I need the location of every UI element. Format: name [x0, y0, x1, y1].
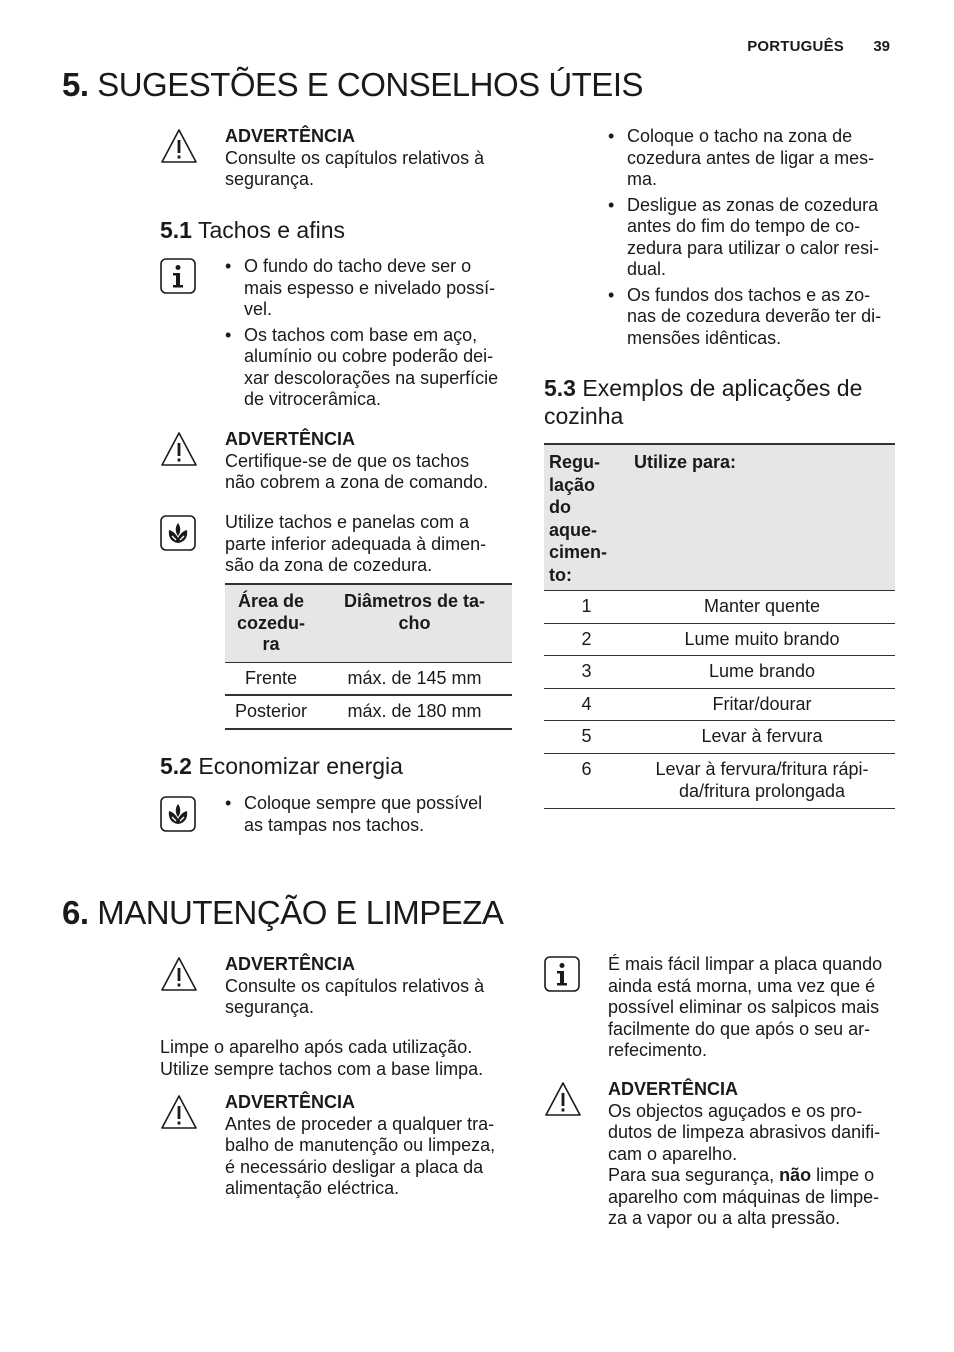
info-bullets	[225, 256, 515, 415]
table-header: Regu- lação do aque- cimen- to:	[544, 445, 629, 591]
table-cell: 6	[544, 753, 629, 808]
subsection-title: cozinha	[544, 403, 624, 429]
warning-line: Certifique-se de que os tachos	[225, 450, 470, 471]
eco-leaf-icon	[160, 796, 198, 834]
warning-title: ADVERTÊNCIA	[225, 954, 356, 974]
warning-title: ADVERTÊNCIA	[225, 1092, 356, 1112]
safety-line: Para sua segurança, não limpe o	[608, 1165, 875, 1185]
subsection-title: Tachos e afins	[197, 217, 345, 243]
table-cell: Levar à fervura	[629, 721, 895, 754]
warning-line: za a vapor ou a alta pressão.	[608, 1208, 841, 1228]
subsection-number: 5.3	[544, 375, 576, 401]
header-language: PORTUGUÊS	[747, 38, 844, 55]
warning-line: segurança.	[225, 997, 315, 1017]
table-row	[544, 721, 895, 754]
warning-line: Os objectos aguçados e os pro-	[608, 1100, 863, 1121]
info-text: É mais fácil limpar a placa quando ainda está morna, uma vez que é possível eliminar os salpicos mais facilmente do que após o seu ar- refecimento.	[608, 954, 883, 1060]
list-item: • Os fundos dos tachos e as zo- nas de cozedura deverão ter di- mensões idênticas.	[608, 285, 898, 350]
list-item: • Os tachos com base em aço, alumínio ou cobre poderão dei- xar descolorações na superfície de vitrocerâmica.	[225, 325, 515, 411]
warning-line: é necessário desligar a placa da	[225, 1156, 484, 1177]
table-cell: Fritar/dourar	[629, 688, 895, 721]
table-cell: Posterior	[225, 695, 317, 729]
eco-leaf-icon	[160, 515, 198, 553]
warning-block	[608, 1079, 908, 1230]
table-row	[544, 753, 895, 808]
table-row	[544, 688, 895, 721]
warning-line: dutos de limpeza abrasivos danifi-	[608, 1122, 881, 1142]
warning-block	[225, 429, 515, 494]
list-item: • Coloque sempre que possível as tampas nos tachos.	[225, 793, 515, 836]
section-6-number: 6.	[62, 894, 89, 931]
table-row	[544, 591, 895, 624]
subsection-5-1-heading	[160, 216, 345, 244]
right-bullets	[608, 126, 898, 353]
warning-line: alimentação eléctrica.	[225, 1178, 400, 1198]
table-cell: 4	[544, 688, 629, 721]
warning-title: ADVERTÊNCIA	[225, 429, 356, 449]
subsection-title: Economizar energia	[198, 753, 403, 779]
warning-title: ADVERTÊNCIA	[608, 1079, 739, 1099]
table-row	[225, 662, 512, 695]
table-row	[225, 695, 512, 729]
table-cell: 2	[544, 623, 629, 656]
eco-text: Utilize tachos e panelas com a parte inferior adequada à dimen- são da zona de cozedura.	[225, 512, 487, 575]
info-icon	[544, 956, 582, 994]
section-5-title-text: SUGESTÕES E CONSELHOS ÚTEIS	[97, 66, 643, 103]
warning-line: Consulte os capítulos relativos à	[225, 975, 485, 996]
table-cell: máx. de 180 mm	[317, 695, 512, 729]
cookware-size-table	[225, 583, 512, 730]
warning-line: segurança.	[225, 169, 315, 189]
warning-line: cam o aparelho.	[608, 1143, 738, 1164]
subsection-5-2-heading	[160, 752, 403, 780]
section-6-title	[62, 894, 503, 932]
warning-line: balho de manutenção ou limpeza,	[225, 1135, 496, 1155]
info-icon	[160, 258, 198, 296]
warning-line: não cobrem a zona de comando.	[225, 472, 489, 492]
table-cell: 3	[544, 656, 629, 689]
section-5-number: 5.	[62, 66, 89, 103]
subsection-number: 5.1	[160, 217, 192, 243]
heat-setting-table	[544, 443, 895, 809]
cleaning-body-text: Limpe o aparelho após cada utilização. Utilize sempre tachos com a base limpa.	[160, 1037, 484, 1079]
section-6-title-text: MANUTENÇÃO E LIMPEZA	[97, 894, 504, 931]
page-number: 39	[873, 38, 890, 55]
subsection-title: Exemplos de aplicações de	[582, 375, 863, 401]
warning-line: Antes de proceder a qualquer tra-	[225, 1113, 495, 1134]
warning-block	[225, 954, 515, 1019]
warning-icon	[160, 1094, 198, 1132]
table-cell: 1	[544, 591, 629, 624]
table-header: Utilize para:	[629, 445, 895, 591]
table-cell: 5	[544, 721, 629, 754]
warning-line: aparelho com máquinas de limpe-	[608, 1186, 880, 1207]
subsection-number: 5.2	[160, 753, 192, 779]
warning-block	[225, 126, 515, 191]
warning-icon	[544, 1081, 582, 1119]
table-cell: Levar à fervura/fritura rápi- da/fritura prolongada	[629, 753, 895, 808]
table-cell: Frente	[225, 662, 317, 695]
warning-block	[225, 1092, 515, 1200]
warning-title: ADVERTÊNCIA	[225, 126, 356, 146]
table-header: Diâmetros de ta- cho	[317, 585, 512, 662]
list-item: • O fundo do tacho deve ser o mais espesso e nivelado possí- vel.	[225, 256, 515, 321]
list-item: • Desligue as zonas de cozedura antes do fim do tempo de co- zedura para utilizar o calor resi- dual.	[608, 195, 898, 281]
energy-bullets	[225, 793, 515, 840]
table-cell: Lume muito brando	[629, 623, 895, 656]
table-header: Área de cozedu- ra	[225, 585, 317, 662]
warning-icon	[160, 956, 198, 994]
table-cell: máx. de 145 mm	[317, 662, 512, 695]
list-item: • Coloque o tacho na zona de cozedura antes de ligar a mes- ma.	[608, 126, 898, 191]
warning-icon	[160, 431, 198, 469]
table-cell: Manter quente	[629, 591, 895, 624]
warning-icon	[160, 128, 198, 166]
table-row	[544, 656, 895, 689]
warning-line: Consulte os capítulos relativos à	[225, 147, 485, 168]
section-5-title	[62, 66, 643, 104]
table-cell: Lume brando	[629, 656, 895, 689]
subsection-5-3-heading	[544, 374, 904, 430]
table-row	[544, 623, 895, 656]
